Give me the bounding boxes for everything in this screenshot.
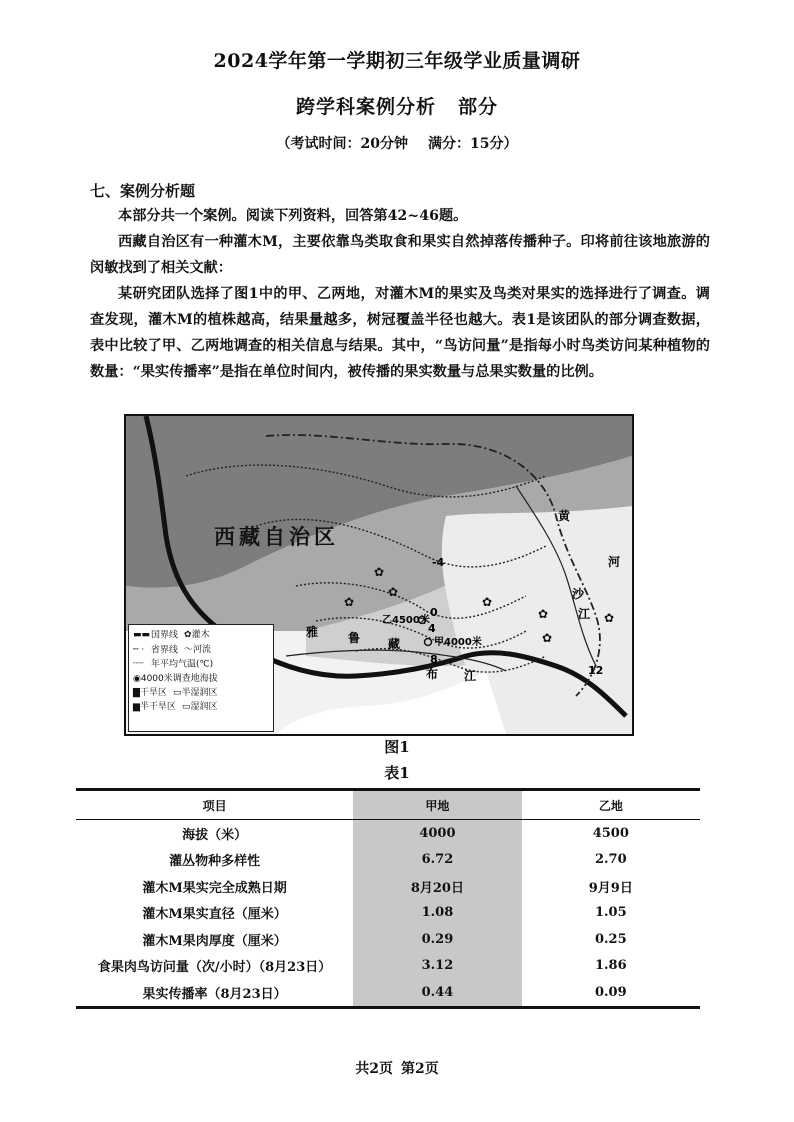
humid-swatch-icon: ▭ bbox=[181, 701, 191, 712]
river-icon: 〜 bbox=[184, 644, 194, 655]
cell-jia: 1.08 bbox=[353, 900, 521, 927]
exam-info bbox=[0, 133, 794, 153]
total-pages: 共2页 bbox=[355, 1061, 393, 1077]
river-label: 黄 bbox=[558, 509, 571, 523]
cell-jia: 0.29 bbox=[353, 926, 521, 953]
exam-subtitle bbox=[0, 92, 794, 119]
cell-jia: 3.12 bbox=[353, 953, 521, 980]
legend-semihumid: ▭半湿润区 bbox=[172, 687, 218, 698]
cell-yi: 1.05 bbox=[594, 905, 627, 921]
border-line-icon: ▬▬ bbox=[133, 630, 151, 640]
survey-table bbox=[76, 788, 700, 1009]
exam-time: （考试时间：20分钟 bbox=[276, 136, 408, 152]
row-label: 果实传播率（8月23日） bbox=[142, 986, 287, 1002]
exam-title: 2024学年第一学期初三年级学业质量调研 bbox=[213, 50, 581, 72]
row-label: 灌丛物种多样性 bbox=[169, 854, 261, 870]
subtitle-part-a: 跨学科案例分析 bbox=[295, 96, 436, 118]
legend-province: ─ · 省界线 bbox=[133, 644, 179, 655]
isotherm-label: 12 bbox=[588, 664, 604, 677]
river-label: 江 bbox=[464, 669, 477, 683]
figure-caption: 图1 bbox=[384, 738, 410, 756]
shrub-icon: ✿ bbox=[482, 595, 493, 609]
row-label: 灌木M果肉厚度（厘米） bbox=[142, 933, 287, 949]
subtitle-part-b: 部分 bbox=[458, 96, 499, 118]
table-row bbox=[76, 900, 700, 927]
site-jia-label: 甲4000米 bbox=[434, 637, 482, 648]
table-row bbox=[76, 873, 700, 900]
table-row bbox=[76, 953, 700, 980]
shrub-icon: ✿ bbox=[604, 611, 615, 625]
province-line-icon: ─ · bbox=[133, 644, 145, 655]
table-row bbox=[76, 926, 700, 953]
row-label: 灌木M果实直径（厘米） bbox=[142, 907, 287, 923]
map-legend bbox=[128, 624, 274, 732]
cell-jia: 8月20日 bbox=[353, 873, 521, 900]
row-label: 海拔（米） bbox=[182, 827, 248, 843]
legend-site: ◉4000米调查地海拔 bbox=[133, 673, 218, 684]
exam-score: 满分：15分） bbox=[428, 136, 518, 152]
cell-yi: 0.09 bbox=[594, 984, 627, 1000]
legend-arid: ▇干旱区 bbox=[133, 687, 167, 698]
cell-yi: 9月9日 bbox=[588, 880, 633, 896]
shrub-icon: ✿ bbox=[184, 630, 192, 640]
river-label: 沙 bbox=[572, 587, 585, 601]
shrub-icon: ✿ bbox=[388, 585, 399, 599]
terrain-label: 鲁 bbox=[348, 631, 361, 645]
cell-jia: 6.72 bbox=[353, 847, 521, 874]
river-label: 布 bbox=[426, 667, 439, 681]
legend-humid: ▭湿润区 bbox=[181, 701, 218, 712]
legend-isotherm: ┈┈ 年平均气温(℃) bbox=[133, 659, 214, 670]
shrub-icon: ✿ bbox=[374, 565, 385, 579]
table-row bbox=[76, 847, 700, 874]
cell-yi: 4500 bbox=[592, 825, 629, 841]
shrub-icon: ✿ bbox=[344, 595, 355, 609]
table-caption: 表1 bbox=[384, 764, 410, 782]
river-label: 江 bbox=[578, 607, 591, 621]
current-page: 第2页 bbox=[401, 1061, 439, 1077]
section-heading: 七、案例分析题 bbox=[90, 182, 196, 200]
table-row bbox=[76, 820, 700, 847]
legend-semiarid: ▆半干旱区 bbox=[133, 701, 176, 712]
shrub-icon: ✿ bbox=[542, 631, 553, 645]
legend-river: 〜河流 bbox=[184, 644, 212, 655]
isotherm-label: 0 bbox=[430, 606, 438, 619]
header-jia: 甲地 bbox=[353, 790, 521, 820]
semiarid-swatch-icon: ▆ bbox=[133, 701, 140, 712]
cell-jia: 4000 bbox=[353, 820, 521, 847]
header-item: 项目 bbox=[76, 790, 353, 820]
site-yi-label: 乙4500米 bbox=[382, 615, 430, 626]
row-label: 灌木M果实完全成熟日期 bbox=[142, 880, 287, 896]
legend-shrub: ✿灌木 bbox=[184, 630, 210, 640]
table-row bbox=[76, 979, 700, 1007]
isotherm-line-icon: ┈┈ bbox=[133, 659, 144, 669]
site-marker-icon: ◉ bbox=[133, 673, 141, 684]
semihumid-swatch-icon: ▭ bbox=[172, 687, 182, 698]
region-label: 西藏自治区 bbox=[214, 525, 339, 549]
shrub-icon: ✿ bbox=[538, 607, 549, 621]
cell-yi: 0.25 bbox=[594, 931, 627, 947]
cell-jia: 0.44 bbox=[353, 979, 521, 1007]
river-label: 河 bbox=[608, 555, 621, 569]
cell-yi: 2.70 bbox=[594, 852, 627, 868]
legend-border: ▬▬国界线 bbox=[133, 630, 179, 641]
page-footer bbox=[0, 1058, 794, 1078]
isotherm-label: -4 bbox=[432, 556, 445, 569]
terrain-label: 藏 bbox=[388, 637, 401, 651]
isotherm-label: 4 bbox=[428, 622, 436, 635]
arid-swatch-icon: ▇ bbox=[133, 687, 140, 698]
research-paragraph: 某研究团队选择了图1中的甲、乙两地，对灌木M的果实及鸟类对果实的选择进行了调查。调查发现，灌木M的植株越高，结果量越多，树冠覆盖半径也越大。表1是该团队的部分调查数据，表中比较了甲、乙两地调查的相关信息与结果。其中，“鸟访问量”是指每小时鸟类访问某种植物的数量：“果实传播率”是指在单位时间内，被传播的果实数量与总果实数量的比例。 bbox=[90, 286, 710, 380]
table-header-row bbox=[76, 790, 700, 820]
cell-yi: 1.86 bbox=[594, 958, 627, 974]
isotherm-label: 8 bbox=[430, 653, 438, 666]
terrain-label: 雅 bbox=[306, 625, 319, 639]
tibet-map bbox=[124, 414, 634, 736]
header-yi: 乙地 bbox=[522, 790, 700, 820]
context-paragraph: 西藏自治区有一种灌木M，主要依靠鸟类取食和果实自然掉落传播种子。印将前往该地旅游的闵敏找到了相关文献： bbox=[90, 234, 710, 276]
intro-paragraph: 本部分共一个案例。阅读下列资料，回答第42~46题。 bbox=[118, 208, 468, 224]
row-label: 食果肉鸟访问量（次/小时）（8月23日） bbox=[97, 960, 332, 976]
